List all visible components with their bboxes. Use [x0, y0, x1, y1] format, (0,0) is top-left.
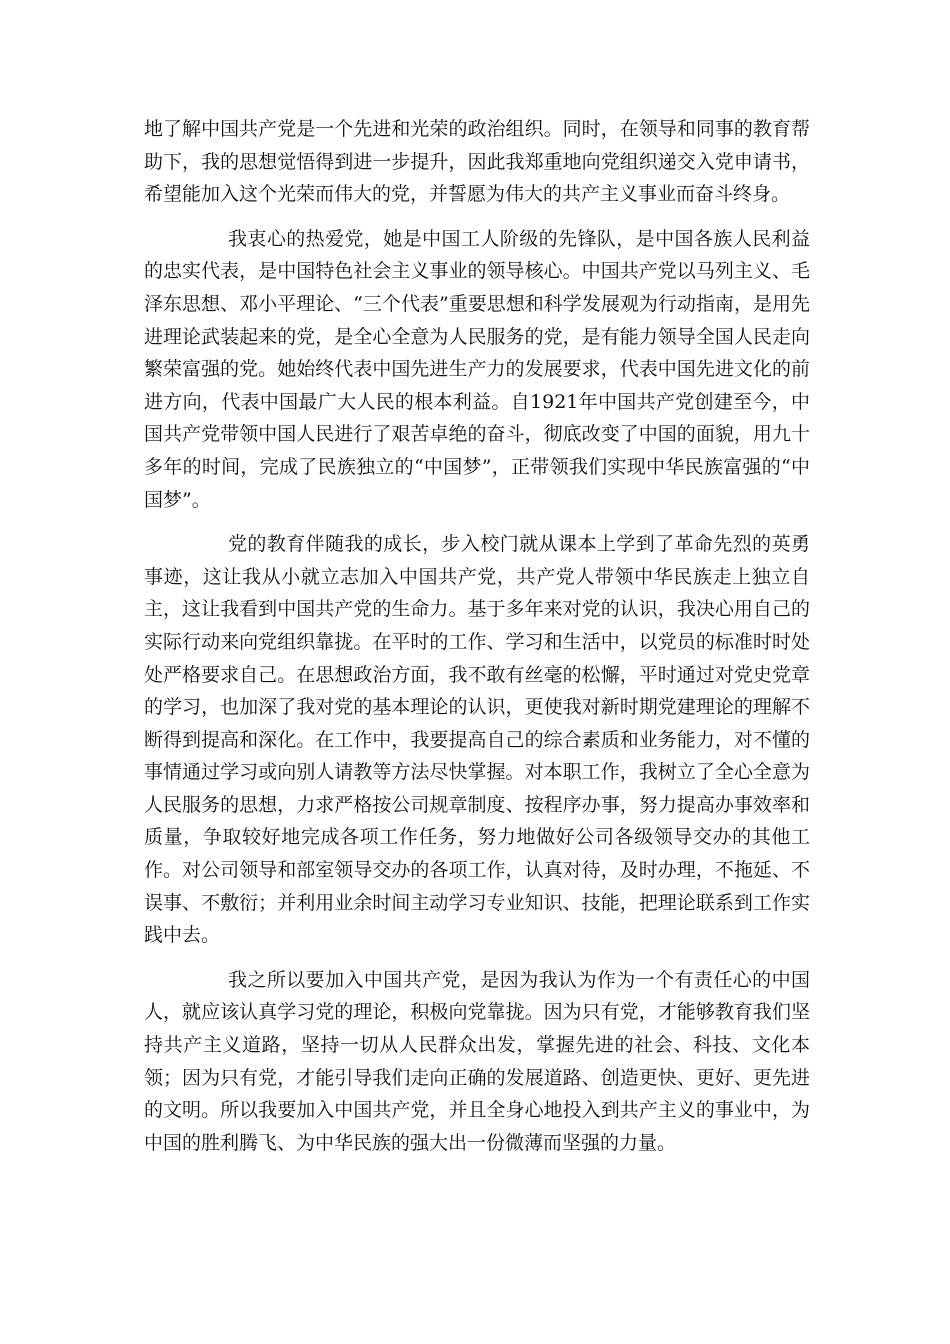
document-body	[144, 113, 810, 1171]
paragraph: 我之所以要加入中国共产党，是因为我认为作为一个有责任心的中国人，就应该认真学习党的理论，积极向党靠拢。因为只有党，才能够教育我们坚持共产主义道路，坚持一切从人民群众出发，掌握先进的社会、科技、文化本领；因为只有党，才能引导我们走向正确的发展道路、创造更快、更好、更先进的文明。所以我要加入中国共产党，并且全身心地投入到共产主义的事业中，为中国的胜利腾飞、为中华民族的强大出一份微薄而坚强的力量。	[144, 968, 810, 1154]
paragraph: 党的教育伴随我的成长，步入校门就从课本上学到了革命先烈的英勇事迹，这让我从小就立志加入中国共产党，共产党人带领中华民族走上独立自主，这让我看到中国共产党的生命力。基于多年来对党的认识，我决心用自己的实际行动来向党组织靠拢。在平时的工作、学习和生活中，以党员的标准时时处处严格要求自己。在思想政治方面，我不敢有丝毫的松懈，平时通过对党史党章的学习，也加深了我对党的基本理论的认识，更使我对新时期党建理论的理解不断得到提高和深化。在工作中，我要提高自己的综合素质和业务能力，对不懂的事情通过学习或向别人请教等方法尽快掌握。对本职工作，我树立了全心全意为人民服务的思想，力求严格按公司规章制度、按程序办事，努力提高办事效率和质量，争取较好地完成各项工作任务，努力地做好公司各级领导交办的其他工作。对公司领导和部室领导交办的各项工作，认真对待，及时办理，不拖延、不误事、不敷衍；并利用业余时间主动学习专业知识、技能，把理论联系到工作实践中去。	[144, 533, 810, 947]
paragraph: 我衷心的热爱党，她是中国工人阶级的先锋队，是中国各族人民利益的忠实代表，是中国特色社会主义事业的领导核心。中国共产党以马列主义、毛泽东思想、邓小平理论、“三个代表”重要思想和科学发展观为行动指南，是用先进理论武装起来的党，是全心全意为人民服务的党，是有能力领导全国人民走向繁荣富强的党。她始终代表中国先进生产力的发展要求，代表中国先进文化的前进方向，代表中国最广大人民的根本利益。自1921年中国共产党创建至今，中国共产党带领中国人民进行了艰苦卓绝的奋斗，彻底改变了中国的面貌，用九十多年的时间，完成了民族独立的“中国梦”，正带领我们实现中华民族富强的“中国梦”。	[144, 227, 810, 511]
paragraph-continuation: 地了解中国共产党是一个先进和光荣的政治组织。同时，在领导和同事的教育帮助下，我的思想觉悟得到进一步提升，因此我郑重地向党组织递交入党申请书，希望能加入这个光荣而伟大的党，并誓愿为伟大的共产主义事业而奋斗终身。	[144, 118, 810, 206]
